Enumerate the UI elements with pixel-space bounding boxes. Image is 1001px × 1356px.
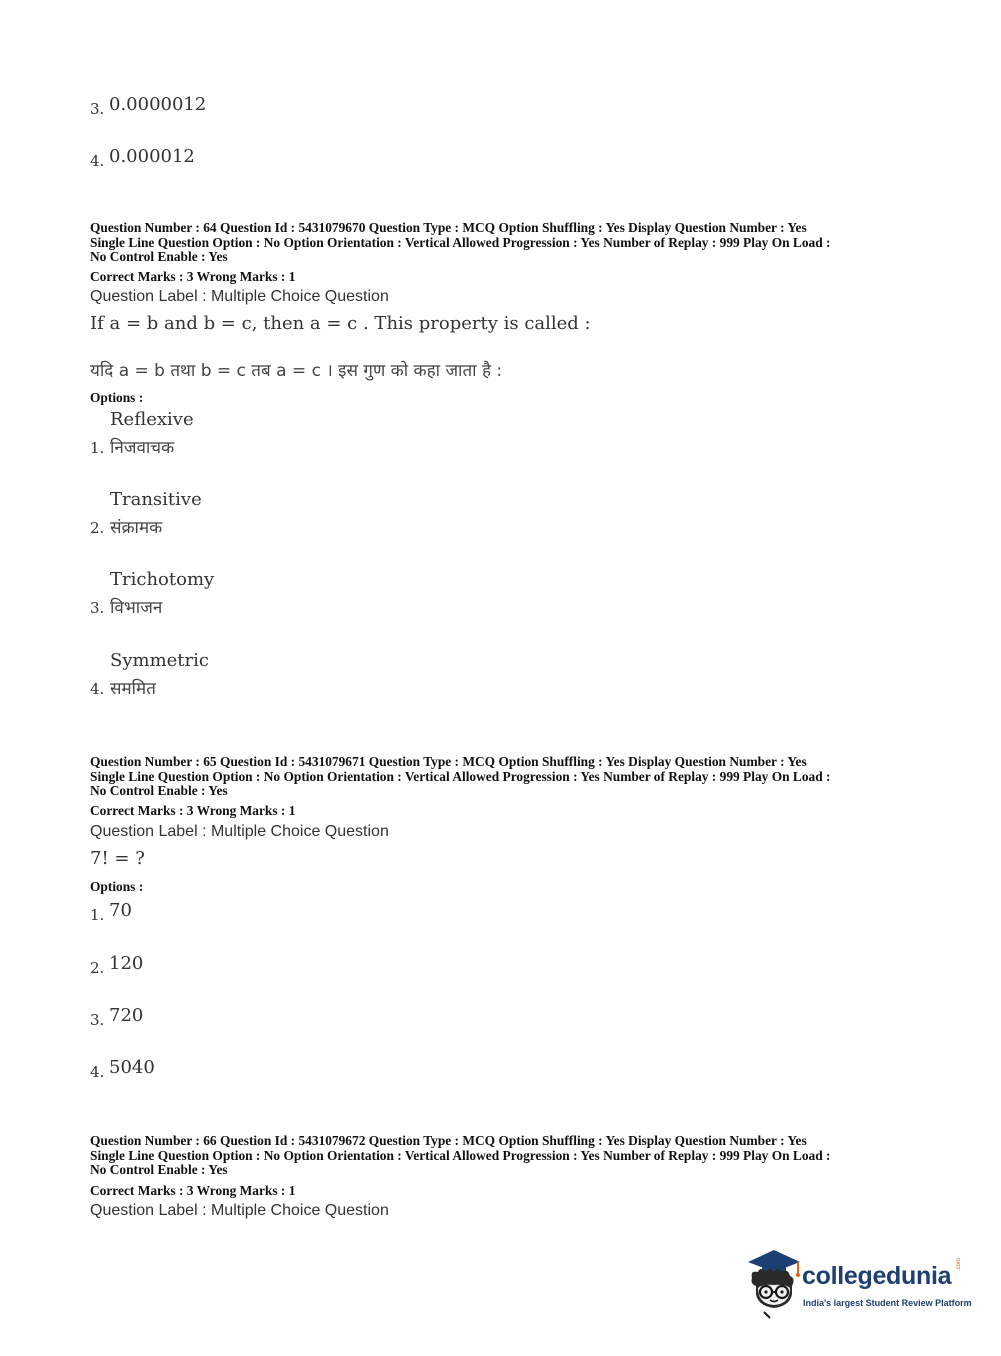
question-64-text-hi: यदि a = b तथा b = c तब a = c । इस गुण को कहा जाता है : [90,361,503,381]
meta-line: Single Line Question Option : No Option Orientation : Vertical Allowed Progression : Yes Number of Replay : 999 Play On Load : [90,234,831,250]
option-text-hi: संक्रामक [110,518,163,538]
option-number: 1. [90,906,105,924]
mascot-icon [742,1248,804,1320]
question-66-meta [90,1134,920,1178]
question-64-text-en: If a = b and b = c, then a = c . This property is called : [90,313,591,334]
option-text-en: Symmetric [110,650,209,671]
option-number: 3. [90,599,105,617]
meta-line: Question Number : 66 Question Id : 5431079672 Question Type : MCQ Option Shuffling : Yes Display Question Number : Yes [90,1133,807,1148]
question-66-label: Question Label : Multiple Choice Question [90,1202,389,1219]
option-number: 3. [90,100,105,118]
question-65-text-en: 7! = ? [90,848,145,869]
option-number: 4. [90,152,105,170]
option-text-hi: सममित [110,679,156,699]
option-value: 70 [109,900,132,921]
logo-tagline: India's largest Student Review Platform [803,1298,972,1308]
meta-line: No Control Enable : Yes [90,783,228,799]
option-value: 120 [109,953,144,974]
option-text-hi: विभाजन [110,598,163,618]
meta-line: Question Number : 64 Question Id : 5431079670 Question Type : MCQ Option Shuffling : Yes Display Question Number : Yes [90,220,807,235]
question-65-meta [90,755,920,799]
meta-line: No Control Enable : Yes [90,1162,228,1178]
meta-line: Single Line Question Option : No Option Orientation : Vertical Allowed Progression : Yes Number of Replay : 999 Play On Load : [90,768,831,784]
meta-line: Question Number : 65 Question Id : 5431079671 Question Type : MCQ Option Shuffling : Yes Display Question Number : Yes [90,754,807,769]
option-number: 4. [90,680,105,698]
option-text-en: Reflexive [110,409,194,430]
option-value: 0.0000012 [109,94,207,115]
option-number: 3. [90,1011,105,1029]
question-65-label: Question Label : Multiple Choice Question [90,823,389,840]
option-number: 2. [90,959,105,977]
logo-dotcom: .com [956,1257,962,1271]
option-text-en: Trichotomy [110,569,215,590]
question-64-options-label: Options : [90,390,144,405]
question-64-meta [90,221,920,265]
question-64-marks: Correct Marks : 3 Wrong Marks : 1 [90,269,296,284]
question-65-marks: Correct Marks : 3 Wrong Marks : 1 [90,803,296,818]
logo-wordmark: collegedunia [802,1262,952,1290]
option-number: 1. [90,439,105,457]
option-number: 2. [90,519,105,537]
meta-line: No Control Enable : Yes [90,249,228,265]
option-text-hi: निजवाचक [110,438,175,458]
option-text-en: Transitive [110,489,202,510]
collegedunia-logo [742,1248,972,1320]
option-value: 5040 [109,1057,155,1078]
question-65-options-label: Options : [90,879,144,894]
meta-line: Single Line Question Option : No Option Orientation : Vertical Allowed Progression : Yes Number of Replay : 999 Play On Load : [90,1147,831,1163]
option-value: 0.000012 [109,146,195,167]
question-66-marks: Correct Marks : 3 Wrong Marks : 1 [90,1183,296,1198]
option-number: 4. [90,1063,105,1081]
option-value: 720 [109,1005,144,1026]
question-64-label: Question Label : Multiple Choice Question [90,288,389,305]
